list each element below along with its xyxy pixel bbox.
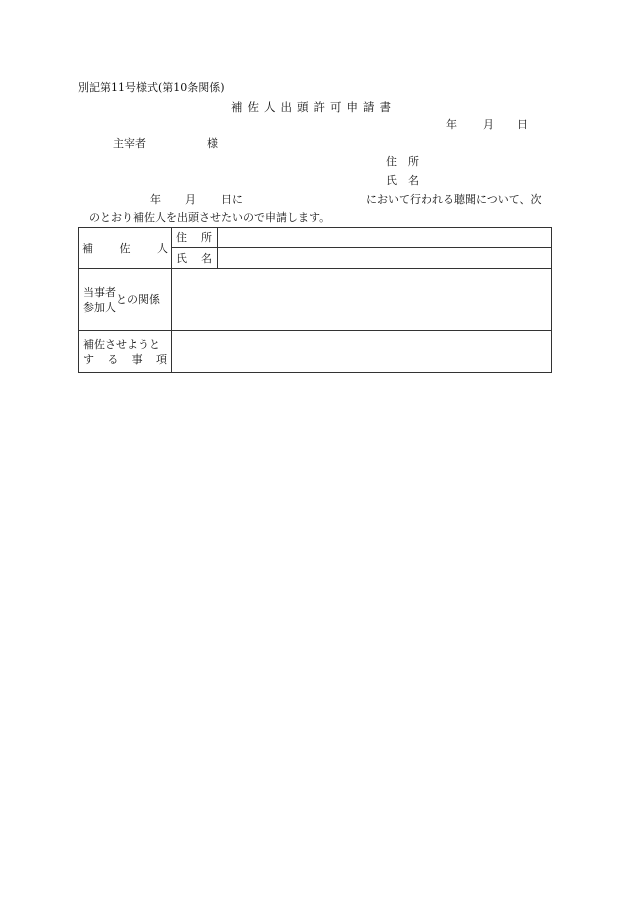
body-text-line2: のとおり補佐人を出頭させたいので申請します。 [89, 211, 331, 224]
applicant-address-label: 住 所 [386, 155, 419, 168]
form-number: 別記第11号様式(第10条関係) [78, 81, 225, 94]
date-year: 年 [446, 118, 457, 131]
hearing-date-month: 月 [185, 193, 196, 206]
relation-party-line2: 参加人 [83, 300, 116, 314]
body-text-line1: において行われる聴聞について、次 [366, 193, 542, 206]
matters-line1: 補佐させようと [83, 337, 160, 351]
relation-field[interactable] [172, 269, 552, 331]
assistant-name-char-1: 氏 [176, 251, 187, 265]
matters-char-2: る [107, 352, 119, 366]
assistant-name-label-cell [172, 248, 218, 269]
hearing-date-day: 日に [221, 193, 243, 206]
assistant-name-char-2: 名 [201, 251, 212, 265]
date-month: 月 [483, 118, 494, 131]
matters-field[interactable] [172, 331, 552, 373]
matters-label-cell [79, 331, 172, 373]
assistant-info-table [78, 227, 552, 373]
matters-char-4: 項 [155, 352, 167, 366]
assistant-label-char-1: 補 [82, 241, 93, 255]
relation-party-line1: 当事者 [83, 285, 116, 299]
assistant-label-cell [79, 228, 172, 269]
assistant-address-char-2: 所 [201, 231, 212, 244]
addressee-honorific: 様 [207, 137, 218, 150]
document-title: 補佐人出頭許可申請書 [231, 100, 396, 114]
matters-char-3: 事 [131, 352, 143, 366]
assistant-address-label-cell [172, 228, 218, 248]
assistant-address-char-1: 住 [176, 231, 187, 244]
matters-char-1: す [83, 352, 94, 366]
applicant-name-label: 氏 名 [386, 174, 419, 187]
assistant-name-field[interactable] [218, 248, 552, 269]
date-day: 日 [517, 118, 528, 131]
assistant-label-char-3: 人 [157, 241, 168, 255]
assistant-label-char-2: 佐 [119, 241, 131, 255]
hearing-date-year: 年 [150, 193, 161, 206]
addressee-role: 主宰者 [113, 137, 146, 150]
assistant-address-field[interactable] [218, 228, 552, 248]
relation-label-cell [79, 269, 172, 331]
relation-suffix: との関係 [116, 293, 160, 306]
